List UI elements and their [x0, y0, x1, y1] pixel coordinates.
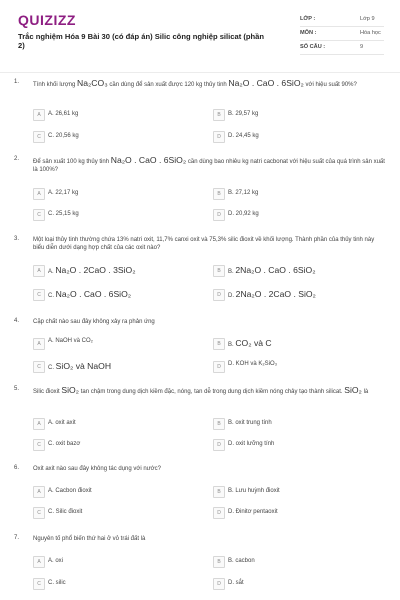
option-letter-box: A — [33, 486, 45, 498]
option-d[interactable] — [213, 506, 378, 519]
meta-label: LỚP : — [300, 16, 316, 22]
option-label: B. cacbon — [228, 558, 255, 564]
option-label: B. 27,12 kg — [228, 190, 259, 196]
option-label: C. oxit bazơ — [48, 441, 81, 447]
question-text: Cặp chất nào sau đây không xảy ra phản ứng — [33, 319, 155, 325]
option-a[interactable] — [33, 187, 198, 200]
quizizz-logo[interactable]: QUIZIZZ — [18, 12, 76, 28]
option-label: D. 24,45 kg — [228, 133, 259, 139]
chem-formula: Na₂O . CaO . 6SiO₂ — [228, 78, 304, 88]
option-label: A. 22,17 kg — [48, 190, 79, 196]
option-b[interactable] — [213, 417, 378, 430]
question-text — [33, 79, 385, 89]
question-text-part: với hiệu suất 90%? — [305, 82, 357, 88]
option-letter-box: A — [33, 188, 45, 200]
option-label: D. 2Na₂O . 2CaO . SiO₂ — [228, 289, 316, 299]
option-a[interactable] — [33, 555, 198, 568]
option-label: C. Na₂O . CaO . 6SiO₂ — [48, 289, 132, 299]
worksheet-title: Trắc nghiệm Hóa 9 Bài 30 (có đáp án) Silic công nghiệp silicat (phần 2) — [18, 32, 265, 50]
option-d[interactable] — [213, 438, 378, 451]
question-number: 4. — [14, 318, 20, 324]
question-text-part: Tính khối lượng — [33, 82, 76, 88]
option-a[interactable] — [33, 485, 198, 498]
question-number: 7. — [14, 535, 20, 541]
option-d[interactable] — [213, 208, 378, 221]
option-letter-box: C — [33, 289, 45, 301]
chem-formula: SiO₂ — [344, 385, 362, 395]
option-b[interactable] — [213, 485, 378, 498]
option-a[interactable] — [33, 264, 198, 277]
option-letter-box: D — [213, 507, 225, 519]
option-label: C. silic — [48, 580, 66, 586]
question-text: Oxit axit nào sau đây không tác dụng với nước? — [33, 466, 161, 472]
chem-formula: Na₂CO₃ — [76, 78, 108, 88]
option-letter-box: D — [213, 578, 225, 590]
option-letter-box: B — [213, 338, 225, 350]
option-letter-box: D — [213, 209, 225, 221]
question-text-part: cần dùng bao nhiêu kg natri cacbonat với hiệu suất của quá trình sản xuất là 100%? — [33, 159, 385, 173]
question-number: 1. — [14, 79, 20, 85]
option-label: A. Cacbon đioxit — [48, 488, 92, 494]
meta-label: SỐ CÂU : — [300, 44, 326, 50]
option-letter-box: A — [33, 109, 45, 121]
option-label: C. 25,15 kg — [48, 211, 79, 217]
option-d[interactable] — [213, 288, 378, 301]
question-text-part: Silic đioxit — [33, 389, 60, 395]
option-letter-box: D — [213, 131, 225, 143]
option-label: B. oxit trung tính — [228, 420, 272, 426]
option-a[interactable] — [33, 417, 198, 430]
worksheet-meta — [300, 13, 384, 55]
option-d[interactable] — [213, 577, 378, 590]
option-b[interactable] — [213, 337, 378, 350]
question-number: 6. — [14, 465, 20, 471]
question-text-part: là — [363, 389, 369, 395]
question-text — [33, 386, 385, 396]
option-label: C. 20,56 kg — [48, 133, 79, 139]
question-text: Một loại thủy tinh thường chứa 13% natri oxit, 11,7% canxi oxit và 75,3% silic đioxit về khối lượng. Thành phần của thủy tinh này biểu diễn dưới dạng hợp chất của các oxit nào? — [33, 237, 375, 251]
question-number: 3. — [14, 236, 20, 242]
option-letter-box: B — [213, 188, 225, 200]
meta-value: Lớp 9 — [360, 16, 375, 22]
chem-formula: Na₂O . CaO . 6SiO₂ — [110, 155, 187, 165]
option-letter-box: C — [33, 439, 45, 451]
option-label: C. Silic đioxit — [48, 509, 83, 515]
question-text — [33, 156, 385, 174]
option-label: D. KOH và K₂SiO₃ — [228, 361, 278, 367]
option-letter-box: C — [33, 361, 45, 373]
option-letter-box: D — [213, 439, 225, 451]
option-c[interactable] — [33, 208, 198, 221]
option-letter-box: B — [213, 109, 225, 121]
option-label: B. 29,57 kg — [228, 111, 259, 117]
option-c[interactable] — [33, 130, 198, 143]
question-text-part: tan chậm trong dung dịch kiềm đặc, nóng, tan dễ trong dung dịch kiềm nóng chảy tạo thành silicat. — [80, 389, 343, 395]
option-label: B. Lưu huỳnh đioxit — [228, 488, 280, 494]
option-letter-box: B — [213, 556, 225, 568]
option-d[interactable] — [213, 360, 378, 373]
option-label: A. Na₂O . 2CaO . 3SiO₂ — [48, 265, 136, 275]
option-b[interactable] — [213, 264, 378, 277]
option-label: D. sắt — [228, 580, 244, 586]
option-a[interactable] — [33, 108, 198, 121]
meta-row-count — [300, 41, 384, 55]
option-label: D. oxit lưỡng tính — [228, 441, 275, 447]
question-number: 2. — [14, 156, 20, 162]
option-letter-box: A — [33, 338, 45, 350]
worksheet-header — [0, 0, 400, 70]
option-b[interactable] — [213, 555, 378, 568]
header-divider — [0, 72, 400, 73]
option-letter-box: B — [213, 486, 225, 498]
option-b[interactable] — [213, 108, 378, 121]
option-letter-box: C — [33, 578, 45, 590]
meta-label: MÔN : — [300, 30, 317, 36]
option-letter-box: D — [213, 289, 225, 301]
option-letter-box: B — [213, 265, 225, 277]
option-c[interactable] — [33, 506, 198, 519]
option-d[interactable] — [213, 130, 378, 143]
question-number: 5. — [14, 386, 20, 392]
option-letter-box: C — [33, 507, 45, 519]
option-label: C. SiO₂ và NaOH — [48, 361, 112, 371]
option-letter-box: B — [213, 418, 225, 430]
option-letter-box: C — [33, 209, 45, 221]
meta-value: 9 — [360, 44, 364, 50]
option-label: D. Đinitơ pentaoxit — [228, 509, 278, 515]
option-letter-box: A — [33, 418, 45, 430]
meta-value: Hóa học — [360, 30, 381, 36]
meta-row-subject — [300, 27, 384, 41]
option-label: D. 20,92 kg — [228, 211, 259, 217]
option-letter-box: D — [213, 361, 225, 373]
option-c[interactable] — [33, 288, 198, 301]
question-text-part: Để sản xuất 100 kg thủy tinh — [33, 159, 110, 165]
option-c[interactable] — [33, 360, 198, 373]
option-label: B. 2Na₂O . CaO . 6SiO₂ — [228, 265, 316, 275]
option-label: A. oxit axit — [48, 420, 76, 426]
option-letter-box: A — [33, 265, 45, 277]
option-label: B. CO₂ và C — [228, 338, 272, 348]
option-b[interactable] — [213, 187, 378, 200]
option-c[interactable] — [33, 438, 198, 451]
option-letter-box: C — [33, 131, 45, 143]
question-text: Nguyên tố phổ biến thứ hai ở vỏ trái đất là — [33, 536, 146, 542]
option-a[interactable] — [33, 337, 198, 350]
option-label: A. oxi — [48, 558, 64, 564]
meta-row-grade — [300, 13, 384, 27]
option-letter-box: A — [33, 556, 45, 568]
option-c[interactable] — [33, 577, 198, 590]
question-text-part: cần dùng để sản xuất được 120 kg thủy tinh — [109, 82, 227, 88]
chem-formula: SiO₂ — [61, 385, 80, 395]
option-label: A. NaOH và CO₂ — [48, 338, 94, 344]
option-label: A. 26,61 kg — [48, 111, 79, 117]
